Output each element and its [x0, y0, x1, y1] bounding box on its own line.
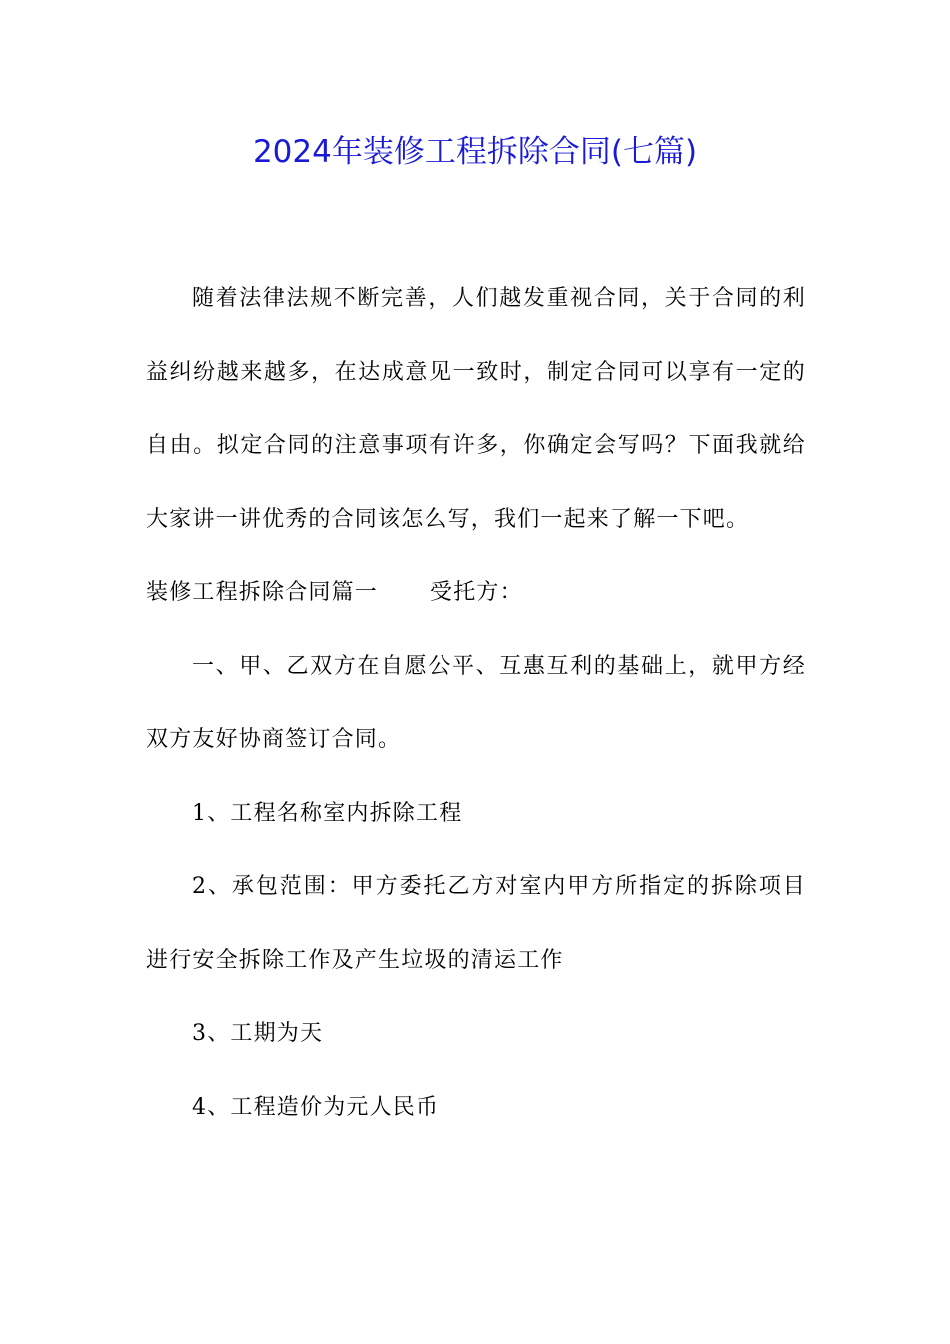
intro-paragraph: 随着法律法规不断完善，人们越发重视合同，关于合同的利益纠纷越来越多，在达成意见一致时，制定合同可以享有一定的自由。拟定合同的注意事项有许多，你确定会写吗？下面我就给大家讲一讲优秀的合同该怎么写，我们一起来了解一下吧。: [146, 286, 806, 532]
client-label: 受托方：: [430, 580, 523, 605]
item-duration: 3、工期为天: [192, 1021, 324, 1046]
document-body: [146, 262, 806, 1144]
document-title: 2024年装修工程拆除合同(七篇): [252, 134, 698, 170]
item-project-name: 1、工程名称室内拆除工程: [192, 800, 463, 826]
item-contract-scope: 2、承包范围：甲方委托乙方对室内甲方所指定的拆除项目进行安全拆除工作及产生垃圾的清运工作: [146, 874, 806, 973]
clause-one: 一、甲、乙双方在自愿公平、互惠互利的基础上，就甲方经双方友好协商签订合同。: [146, 653, 806, 752]
section-heading: 装修工程拆除合同篇一: [146, 580, 379, 605]
section-heading-line: [146, 556, 806, 630]
item-price: 4、工程造价为元人民币: [192, 1094, 440, 1120]
